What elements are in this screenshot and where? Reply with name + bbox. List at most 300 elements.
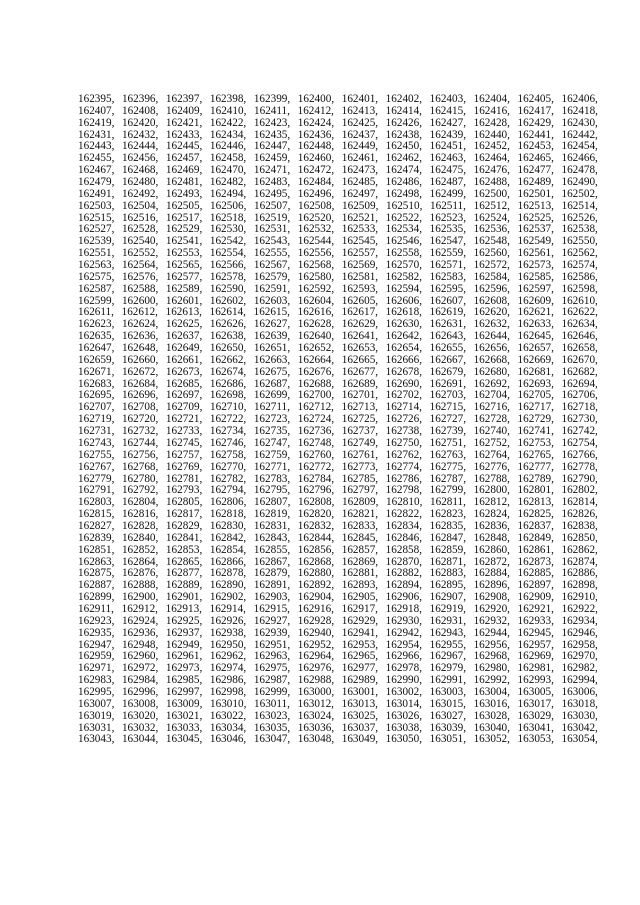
number-line <box>78 462 598 474</box>
number-entry: 162701, <box>341 389 379 402</box>
number-entry: 162445, <box>165 140 203 153</box>
number-entry: 162420, <box>121 116 159 129</box>
number-entry: 162794, <box>209 484 247 497</box>
number-entry: 162651, <box>253 342 291 355</box>
number-entry: 162791, <box>78 484 115 497</box>
number-entry: 162586, <box>561 270 598 283</box>
number-entry: 162560, <box>473 247 510 260</box>
number-entry: 162494, <box>209 187 247 200</box>
number-entry: 162611, <box>78 306 114 319</box>
number-entry: 162932, <box>473 614 510 627</box>
number-entry: 162425, <box>341 116 379 129</box>
number-entry: 162632, <box>473 318 510 331</box>
number-entry: 162526, <box>561 211 598 224</box>
number-entry: 162928, <box>297 614 335 627</box>
number-entry: 162816, <box>121 508 159 521</box>
number-entry: 162951, <box>253 638 291 651</box>
number-entry: 162546, <box>385 235 423 248</box>
number-entry: 162917, <box>341 602 378 615</box>
number-entry: 163041, <box>517 721 554 734</box>
number-entry: 162518, <box>209 211 247 224</box>
number-entry: 162621, <box>517 306 554 319</box>
number-entry: 162719, <box>78 413 115 426</box>
number-entry: 162986, <box>209 674 247 687</box>
number-entry: 162582, <box>385 270 423 283</box>
number-entry: 163020, <box>121 709 159 722</box>
number-entry: 162687, <box>253 377 291 390</box>
number-entry: 162554, <box>209 247 247 260</box>
number-entry: 162855, <box>253 543 291 556</box>
number-entry: 162789, <box>517 472 554 485</box>
number-entry: 162978, <box>385 662 423 675</box>
number-entry: 162402, <box>385 93 423 105</box>
number-entry: 162485, <box>341 176 379 189</box>
number-entry: 162770, <box>209 460 247 473</box>
number-entry: 162483, <box>253 176 291 189</box>
number-entry: 163002, <box>385 685 423 698</box>
number-entry: 162597, <box>517 282 554 295</box>
number-line <box>78 616 598 628</box>
number-entry: 162844, <box>297 531 335 544</box>
number-entry: 162399, <box>253 93 291 105</box>
number-entry: 162767, <box>78 460 115 473</box>
number-entry: 162883, <box>429 567 466 580</box>
number-entry: 162624, <box>121 318 159 331</box>
number-entry: 162946, <box>561 626 598 639</box>
number-entry: 162742, <box>561 425 598 438</box>
number-entry: 163042, <box>561 721 598 734</box>
number-entry: 162667, <box>429 353 466 366</box>
number-entry: 162750, <box>385 436 423 449</box>
number-entry: 162646, <box>561 330 598 343</box>
number-entry: 162650, <box>209 342 247 355</box>
number-entry: 162421, <box>165 116 203 129</box>
number-entry: 162997, <box>165 685 203 698</box>
number-entry: 162762, <box>385 448 423 461</box>
number-entry: 162467, <box>78 164 115 177</box>
number-entry: 162995, <box>78 685 115 698</box>
number-entry: 162861, <box>517 543 554 556</box>
number-entry: 162577, <box>165 270 203 283</box>
number-entry: 162587, <box>78 282 115 295</box>
number-entry: 162708, <box>122 401 159 414</box>
number-entry: 162952, <box>297 638 335 651</box>
number-entry: 162717, <box>517 401 554 414</box>
number-entry: 162907, <box>429 591 466 604</box>
number-entry: 162683, <box>78 377 115 390</box>
number-entry: 162893, <box>341 579 379 592</box>
number-entry: 162557, <box>341 247 379 260</box>
number-entry: 162571, <box>429 259 466 272</box>
number-entry: 162452, <box>473 140 510 153</box>
number-entry: 162620, <box>473 306 510 319</box>
number-entry: 162889, <box>165 579 203 592</box>
number-list <box>78 94 598 746</box>
number-entry: 162938, <box>209 626 247 639</box>
number-entry: 162598, <box>561 282 598 295</box>
number-entry: 162814, <box>561 496 598 509</box>
number-entry: 162397, <box>165 93 203 105</box>
number-entry: 163052, <box>473 733 510 746</box>
number-entry: 162981, <box>517 662 554 675</box>
number-entry: 162689, <box>341 377 379 390</box>
number-line <box>78 201 598 213</box>
number-entry: 162712, <box>297 401 334 414</box>
number-entry: 162593, <box>341 282 379 295</box>
number-entry: 162781, <box>165 472 203 485</box>
number-entry: 162922, <box>561 602 598 615</box>
number-entry: 163017, <box>517 697 554 710</box>
number-entry: 162684, <box>121 377 159 390</box>
number-entry: 162602, <box>209 294 247 307</box>
number-entry: 162965, <box>341 650 379 663</box>
number-entry: 162431, <box>78 128 115 141</box>
number-entry: 162652, <box>297 342 335 355</box>
number-entry: 162866, <box>209 555 247 568</box>
number-entry: 162538, <box>561 223 598 236</box>
number-entry: 162434, <box>209 128 247 141</box>
number-entry: 162609, <box>517 294 554 307</box>
number-entry: 162838, <box>561 519 598 532</box>
number-entry: 162653, <box>341 342 379 355</box>
number-entry: 162860, <box>473 543 510 556</box>
number-entry: 162974, <box>209 662 247 675</box>
number-entry: 162499, <box>429 187 466 200</box>
number-entry: 162497, <box>341 187 379 200</box>
number-entry: 162925, <box>165 614 203 627</box>
number-entry: 162500, <box>473 187 510 200</box>
number-entry: 162697, <box>165 389 203 402</box>
number-entry: 163028, <box>473 709 510 722</box>
number-entry: 162884, <box>473 567 510 580</box>
number-entry: 162763, <box>429 448 466 461</box>
number-entry: 162807, <box>254 496 291 509</box>
number-entry: 163045, <box>165 733 203 746</box>
number-entry: 162722, <box>209 413 247 426</box>
number-entry: 162513, <box>517 199 554 212</box>
number-entry: 163003, <box>429 685 466 698</box>
number-entry: 162744, <box>121 436 159 449</box>
number-entry: 162454, <box>561 140 598 153</box>
number-entry: 162432, <box>121 128 159 141</box>
number-entry: 162493, <box>165 187 203 200</box>
number-entry: 163015, <box>429 697 466 710</box>
number-entry: 163016, <box>473 697 510 710</box>
number-entry: 162525, <box>517 211 554 224</box>
number-entry: 162882, <box>385 567 423 580</box>
number-entry: 163049, <box>341 733 379 746</box>
number-entry: 162890, <box>209 579 247 592</box>
number-line <box>78 438 598 450</box>
number-entry: 162743, <box>78 436 115 449</box>
number-entry: 162849, <box>517 531 554 544</box>
number-entry: 162569, <box>341 259 379 272</box>
number-entry: 162699, <box>253 389 291 402</box>
number-entry: 162732, <box>121 425 159 438</box>
number-entry: 162723, <box>253 413 291 426</box>
number-entry: 162901, <box>165 591 203 604</box>
number-entry: 162991, <box>429 674 466 687</box>
number-entry: 162581, <box>341 270 379 283</box>
number-entry: 162885, <box>517 567 554 580</box>
number-entry: 162757, <box>165 448 203 461</box>
number-entry: 162415, <box>429 104 466 117</box>
number-entry: 162644, <box>473 330 510 343</box>
number-entry: 163037, <box>341 721 379 734</box>
number-entry: 162608, <box>473 294 510 307</box>
number-entry: 162490, <box>561 176 598 189</box>
number-entry: 162710, <box>210 401 247 414</box>
number-entry: 162489, <box>517 176 554 189</box>
number-entry: 162476, <box>473 164 510 177</box>
number-entry: 162439, <box>429 128 466 141</box>
number-entry: 162835, <box>429 519 466 532</box>
number-entry: 162522, <box>385 211 423 224</box>
number-entry: 163013, <box>341 697 378 710</box>
number-entry: 162831, <box>253 519 291 532</box>
number-entry: 163026, <box>385 709 423 722</box>
number-entry: 162990, <box>385 674 423 687</box>
number-entry: 163004, <box>473 685 510 698</box>
number-entry: 162655, <box>429 342 466 355</box>
number-entry: 162570, <box>385 259 423 272</box>
number-entry: 162412, <box>297 104 334 117</box>
number-entry: 162594, <box>385 282 423 295</box>
number-entry: 162634, <box>561 318 598 331</box>
number-entry: 162633, <box>517 318 554 331</box>
number-entry: 162473, <box>341 164 379 177</box>
number-entry: 162610, <box>561 294 598 307</box>
number-entry: 162703, <box>429 389 466 402</box>
number-entry: 162945, <box>517 626 554 639</box>
number-entry: 162495, <box>253 187 291 200</box>
number-entry: 162638, <box>209 330 247 343</box>
number-entry: 162728, <box>473 413 510 426</box>
number-entry: 162451, <box>429 140 466 153</box>
number-entry: 163047, <box>253 733 291 746</box>
number-entry: 162482, <box>209 176 247 189</box>
number-line <box>78 355 598 367</box>
number-entry: 162976, <box>297 662 335 675</box>
number-entry: 162463, <box>429 152 466 165</box>
number-entry: 162939, <box>253 626 291 639</box>
number-entry: 162721, <box>165 413 203 426</box>
number-entry: 162592, <box>297 282 335 295</box>
number-entry: 162837, <box>517 519 554 532</box>
number-entry: 162989, <box>341 674 379 687</box>
number-entry: 162686, <box>209 377 247 390</box>
number-entry: 162815, <box>78 508 115 521</box>
number-entry: 162395, <box>78 93 115 105</box>
number-entry: 162867, <box>253 555 291 568</box>
number-entry: 162562, <box>561 247 598 260</box>
number-entry: 162870, <box>385 555 423 568</box>
number-entry: 162854, <box>209 543 247 556</box>
number-entry: 162970, <box>561 650 598 663</box>
number-entry: 162619, <box>429 306 466 319</box>
number-entry: 162992, <box>473 674 510 687</box>
number-entry: 162595, <box>429 282 466 295</box>
number-entry: 162438, <box>385 128 423 141</box>
number-entry: 162751, <box>429 436 466 449</box>
number-entry: 162591, <box>253 282 291 295</box>
number-line <box>78 711 598 723</box>
number-entry: 162902, <box>209 591 247 604</box>
number-entry: 162536, <box>473 223 510 236</box>
number-entry: 162580, <box>297 270 335 283</box>
number-entry: 162830, <box>209 519 247 532</box>
number-entry: 162759, <box>253 448 291 461</box>
number-entry: 162673, <box>165 365 203 378</box>
number-entry: 162713, <box>341 401 378 414</box>
number-entry: 162607, <box>429 294 466 307</box>
number-entry: 162547, <box>429 235 466 248</box>
number-entry: 162414, <box>385 104 422 117</box>
number-entry: 162793, <box>165 484 203 497</box>
number-entry: 162398, <box>209 93 247 105</box>
number-entry: 162877, <box>165 567 203 580</box>
number-entry: 162509, <box>342 199 379 212</box>
number-entry: 162676, <box>297 365 335 378</box>
number-entry: 162957, <box>517 638 554 651</box>
number-entry: 162840, <box>121 531 159 544</box>
number-entry: 162556, <box>297 247 335 260</box>
number-entry: 162865, <box>165 555 203 568</box>
number-entry: 162648, <box>121 342 159 355</box>
number-entry: 162979, <box>429 662 466 675</box>
number-entry: 163051, <box>429 733 466 746</box>
number-entry: 162739, <box>429 425 466 438</box>
number-entry: 162502, <box>561 187 598 200</box>
number-entry: 162856, <box>297 543 335 556</box>
number-entry: 162735, <box>253 425 291 438</box>
number-entry: 162669, <box>517 353 554 366</box>
number-entry: 162786, <box>385 472 423 485</box>
number-entry: 162862, <box>561 543 598 556</box>
number-entry: 162879, <box>253 567 291 580</box>
number-entry: 163035, <box>253 721 291 734</box>
number-entry: 162401, <box>341 93 379 105</box>
number-entry: 162411, <box>254 104 290 117</box>
number-line <box>78 699 598 711</box>
number-entry: 162820, <box>297 508 335 521</box>
number-entry: 162803, <box>78 496 115 509</box>
number-entry: 162993, <box>517 674 554 687</box>
number-entry: 162971, <box>78 662 115 675</box>
number-entry: 162930, <box>385 614 423 627</box>
number-entry: 162573, <box>517 259 554 272</box>
number-entry: 163048, <box>297 733 335 746</box>
number-entry: 162692, <box>473 377 510 390</box>
number-entry: 163033, <box>165 721 203 734</box>
number-entry: 162853, <box>165 543 203 556</box>
number-entry: 162804, <box>122 496 159 509</box>
number-entry: 162771, <box>253 460 291 473</box>
number-entry: 162736, <box>297 425 335 438</box>
number-entry: 162864, <box>121 555 159 568</box>
number-entry: 162574, <box>561 259 598 272</box>
number-entry: 162886, <box>561 567 598 580</box>
number-entry: 162936, <box>121 626 159 639</box>
number-entry: 162921, <box>517 602 554 615</box>
number-entry: 162407, <box>78 104 115 117</box>
number-entry: 162784, <box>297 472 335 485</box>
number-entry: 162670, <box>561 353 598 366</box>
number-entry: 162768, <box>121 460 159 473</box>
number-entry: 162845, <box>341 531 379 544</box>
number-entry: 162895, <box>429 579 466 592</box>
number-entry: 162696, <box>121 389 159 402</box>
number-entry: 162821, <box>341 508 379 521</box>
number-entry: 162583, <box>429 270 466 283</box>
number-entry: 163024, <box>297 709 335 722</box>
number-entry: 162948, <box>121 638 159 651</box>
number-entry: 162774, <box>385 460 423 473</box>
number-entry: 162983, <box>78 674 115 687</box>
number-entry: 162941, <box>341 626 379 639</box>
number-entry: 162549, <box>517 235 554 248</box>
number-entry: 162612, <box>121 306 158 319</box>
number-entry: 162819, <box>253 508 291 521</box>
number-entry: 162535, <box>429 223 466 236</box>
number-entry: 162940, <box>297 626 335 639</box>
number-entry: 162527, <box>78 223 115 236</box>
number-entry: 162796, <box>297 484 335 497</box>
number-entry: 162707, <box>78 401 115 414</box>
number-entry: 162487, <box>429 176 466 189</box>
number-entry: 162682, <box>561 365 598 378</box>
number-entry: 162873, <box>517 555 554 568</box>
number-entry: 162858, <box>385 543 423 556</box>
number-entry: 162589, <box>165 282 203 295</box>
number-entry: 162731, <box>78 425 115 438</box>
number-entry: 162674, <box>209 365 247 378</box>
number-entry: 162900, <box>121 591 159 604</box>
number-entry: 162416, <box>473 104 510 117</box>
number-entry: 162931, <box>429 614 466 627</box>
number-entry: 162773, <box>341 460 379 473</box>
number-entry: 162537, <box>517 223 554 236</box>
number-entry: 162488, <box>473 176 510 189</box>
number-entry: 162955, <box>429 638 466 651</box>
number-entry: 162462, <box>385 152 423 165</box>
number-entry: 162910, <box>561 591 598 604</box>
number-entry: 162785, <box>341 472 379 485</box>
number-entry: 162550, <box>561 235 598 248</box>
number-entry: 162647, <box>78 342 115 355</box>
number-entry: 162734, <box>209 425 247 438</box>
number-entry: 162575, <box>78 270 115 283</box>
number-entry: 162474, <box>385 164 423 177</box>
number-entry: 162680, <box>473 365 510 378</box>
number-entry: 162511, <box>430 199 466 212</box>
number-entry: 162660, <box>121 353 159 366</box>
number-entry: 162396, <box>121 93 159 105</box>
number-entry: 162859, <box>429 543 466 556</box>
number-entry: 162809, <box>342 496 379 509</box>
number-entry: 162657, <box>517 342 554 355</box>
number-entry: 162908, <box>473 591 510 604</box>
number-entry: 162427, <box>429 116 466 129</box>
number-entry: 162850, <box>561 531 598 544</box>
number-entry: 162994, <box>561 674 598 687</box>
number-entry: 162913, <box>165 602 202 615</box>
number-entry: 162666, <box>385 353 423 366</box>
number-entry: 162987, <box>253 674 291 687</box>
number-entry: 162579, <box>253 270 291 283</box>
number-entry: 162453, <box>517 140 554 153</box>
number-entry: 162730, <box>561 413 598 426</box>
